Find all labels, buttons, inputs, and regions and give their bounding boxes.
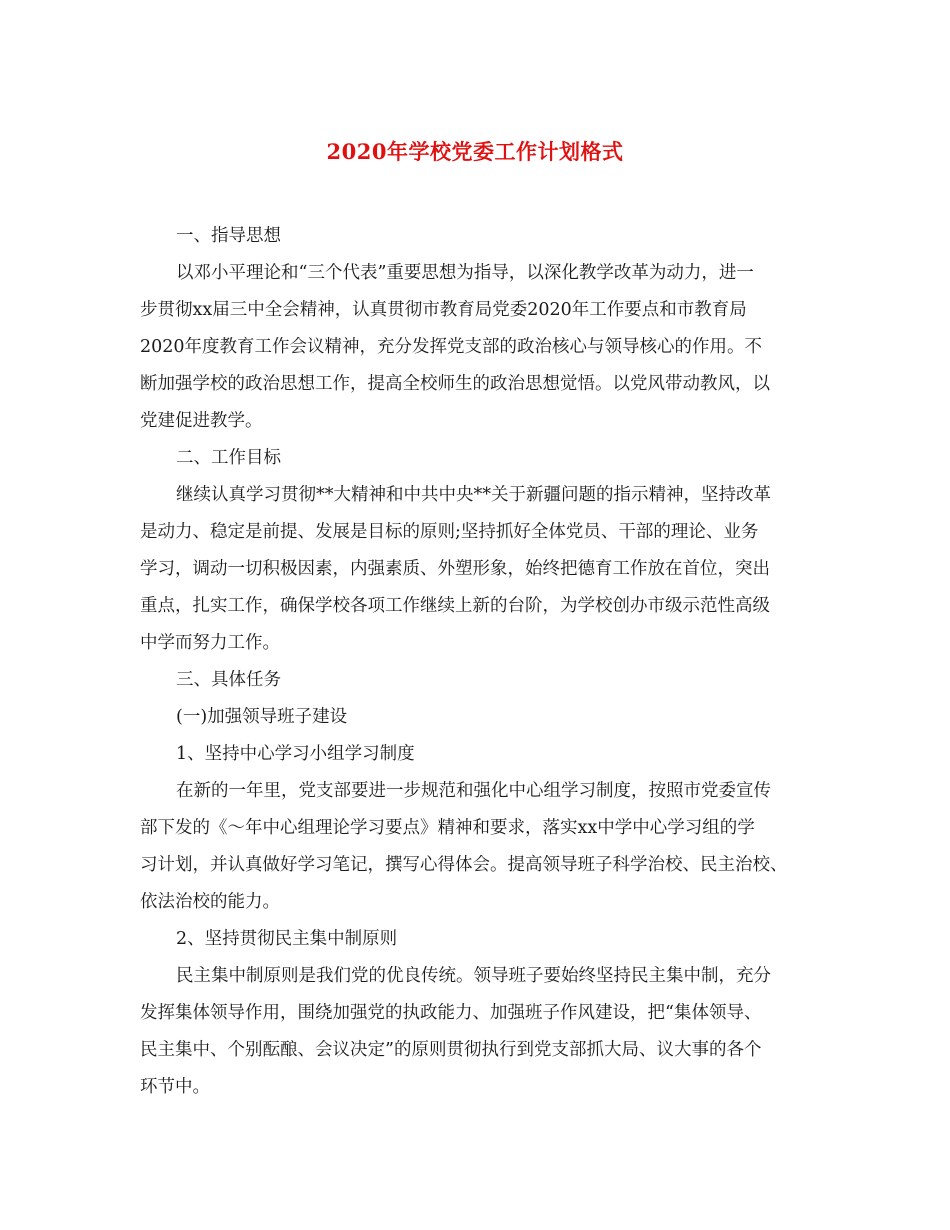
text-line: 发挥集体领导作用，围绕加强党的执政能力、加强班子作风建设，把“集体领导、 (140, 1003, 762, 1023)
text-line: 依法治校的能力。 (140, 892, 280, 912)
text-line: 党建促进教学。 (140, 411, 263, 431)
text-line: 一、指导思想 (176, 226, 281, 246)
text-line: 断加强学校的政治思想工作，提高全校师生的政治思想觉悟。以党风带动教风，以 (140, 374, 770, 394)
text-line: 二、工作目标 (176, 448, 281, 468)
text-line: 民主集中制原则是我们党的优良传统。领导班子要始终坚持民主集中制，充分 (176, 966, 771, 986)
text-line: 1、坚持中心学习小组学习制度 (176, 744, 415, 764)
text-line: 以邓小平理论和“三个代表”重要思想为指导，以深化教学改革为动力，进一 (176, 263, 754, 283)
text-line: 2、坚持贯彻民主集中制原则 (176, 929, 398, 949)
document-body (140, 218, 820, 1106)
text-line: 2020年度教育工作会议精神，充分发挥党支部的政治核心与领导核心的作用。不 (140, 337, 763, 357)
text-line: 继续认真学习贯彻**大精神和中共中央**关于新疆问题的指示精神，坚持改革 (176, 485, 771, 505)
text-line: 是动力、稳定是前提、发展是目标的原则;坚持抓好全体党员、干部的理论、业务 (140, 522, 759, 542)
text-line: 三、具体任务 (176, 670, 281, 690)
document-title: 2020年学校党委工作计划格式 (326, 139, 624, 164)
text-line: 环节中。 (140, 1077, 210, 1097)
text-line: 在新的一年里，党支部要进一步规范和强化中心组学习制度，按照市党委宣传 (176, 781, 771, 801)
text-line: 步贯彻xx届三中全会精神，认真贯彻市教育局党委2020年工作要点和市教育局 (140, 300, 747, 320)
text-line: 重点，扎实工作，确保学校各项工作继续上新的台阶，为学校创办市级示范性高级 (140, 596, 770, 616)
text-line: (一)加强领导班子建设 (176, 707, 348, 727)
text-line: 部下发的《～年中心组理论学习要点》精神和要求，落实xx中学中心学习组的学 (140, 818, 755, 838)
text-line: 习计划，并认真做好学习笔记，撰写心得体会。提高领导班子科学治校、民主治校、 (140, 855, 788, 875)
text-line: 中学而努力工作。 (140, 633, 280, 653)
text-line: 学习，调动一切积极因素，内强素质、外塑形象，始终把德育工作放在首位，突出 (140, 559, 770, 579)
text-line: 民主集中、个别酝酿、会议决定”的原则贯彻执行到党支部抓大局、议大事的各个 (140, 1040, 762, 1060)
